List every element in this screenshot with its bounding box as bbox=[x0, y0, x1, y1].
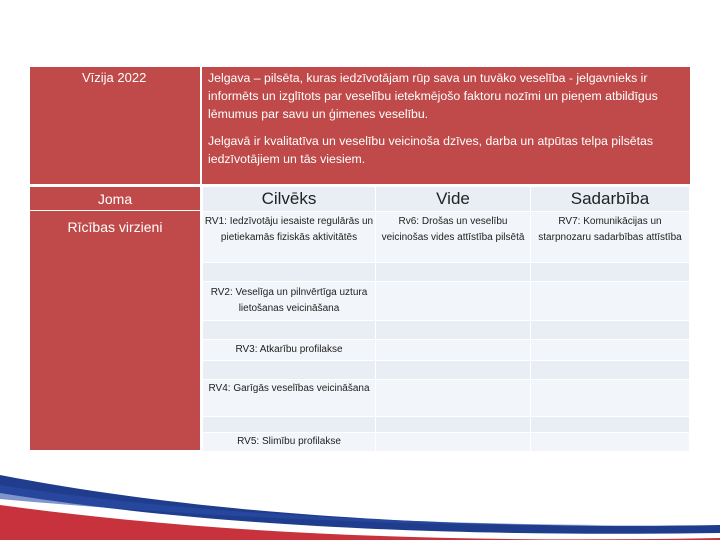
column-header-sadarbiba bbox=[531, 187, 689, 211]
directions-label: Rīcības virzieni bbox=[67, 219, 163, 235]
spacer-row bbox=[531, 417, 689, 432]
action-cell-rv4 bbox=[203, 380, 375, 416]
column-header-vide bbox=[376, 187, 530, 211]
column-header-cilveks bbox=[203, 187, 375, 211]
spacer-row bbox=[376, 321, 530, 339]
action-cell-rv7 bbox=[531, 212, 689, 262]
vision-paragraph-1: Jelgava – pilsēta, kuras iedzīvotājam rūp sava un tuvāko veselība - jelgavnieks ir informēts un izglītots par veselību ietekmējošo faktoru nozīmi un pieņem atbildīgus lēmumus par savu un ģimenes veselību. bbox=[208, 71, 658, 121]
action-cell-rv2 bbox=[203, 282, 375, 320]
spacer-row bbox=[531, 361, 689, 379]
spacer-row bbox=[203, 263, 375, 281]
joma-label: Joma bbox=[97, 191, 133, 207]
vision-label-cell bbox=[30, 67, 200, 184]
empty-cell bbox=[376, 380, 530, 416]
vision-label: Vīzija 2022 bbox=[82, 70, 147, 85]
empty-cell bbox=[376, 433, 530, 451]
action-rv6-text: Rv6: Drošas un veselību veicinošas vides attīstība pilsētā bbox=[381, 216, 525, 243]
column-header-label: Vide bbox=[436, 189, 470, 208]
action-rv7-text: RV7: Komunikācijas un starpnozaru sadarbības attīstība bbox=[538, 216, 682, 243]
empty-cell bbox=[531, 380, 689, 416]
vision-paragraph-2: Jelgavā ir kvalitatīva un veselību veicinoša dzīves, darba un atpūtas telpa pilsētas iedzīvotājiem un tās viesiem. bbox=[208, 134, 653, 166]
action-cell-rv3 bbox=[203, 340, 375, 360]
spacer-row bbox=[531, 321, 689, 339]
row-divider bbox=[30, 210, 200, 211]
empty-cell bbox=[376, 340, 530, 360]
spacer-row bbox=[203, 321, 375, 339]
action-rv4-text: RV4: Garīgās veselības veicināšana bbox=[208, 383, 370, 394]
empty-cell bbox=[531, 282, 689, 320]
empty-cell bbox=[531, 340, 689, 360]
column-header-label: Sadarbība bbox=[570, 189, 650, 208]
action-rv1-text: RV1: Iedzīvotāju iesaiste regulārās un pietiekamās fiziskās aktivitātēs bbox=[204, 216, 374, 243]
spacer-row bbox=[376, 361, 530, 379]
action-rv3-text: RV3: Atkarību profilakse bbox=[235, 344, 343, 355]
action-cell-rv1 bbox=[203, 212, 375, 262]
column-header-label: Cilvēks bbox=[261, 189, 317, 208]
action-cell-rv6 bbox=[376, 212, 530, 262]
spacer-row bbox=[376, 417, 530, 432]
action-rv2-text: RV2: Veselīga un pilnvērtīga uztura lietošanas veicināšana bbox=[210, 287, 368, 314]
vision-text-cell bbox=[202, 67, 690, 184]
empty-cell bbox=[531, 433, 689, 451]
action-cell-rv5 bbox=[203, 433, 375, 451]
spacer-row bbox=[376, 263, 530, 281]
spacer-row bbox=[531, 263, 689, 281]
spacer-row bbox=[203, 361, 375, 379]
flag-swoosh-decoration bbox=[0, 455, 720, 540]
empty-cell bbox=[376, 282, 530, 320]
action-rv5-text: RV5: Slimību profilakse bbox=[237, 436, 341, 447]
spacer-row bbox=[203, 417, 375, 432]
